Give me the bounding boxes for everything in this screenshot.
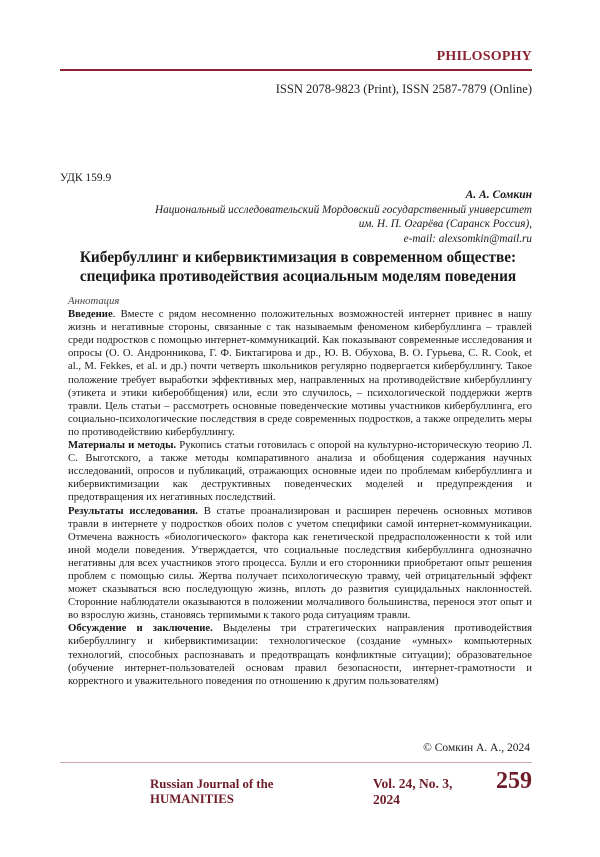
abstract-heading: Введение xyxy=(68,308,113,321)
author-name: А. А. Сомкин xyxy=(465,189,532,201)
abstract-heading: Результаты исследования. xyxy=(68,504,198,517)
abstract-text: В статье проанализирован и расширен перечень основных мотивов травли в интернете у подростков обоих полов с учетом специфики самой интернет-коммуникации. Отмечена важность «биологического» фактора как генетической предрасположенности к той или иной модели поведения. Утверждается, что социальные последствия кибербуллинга однозначно негативны для всех участников этого процесса. Булли и его сторонники приобретают опыт решения проблем с помощью силы. Жертва получает психологическую травму, чей отрицательный эффект может сказываться всю последующую жизнь, вплоть до развития суицидальных наклонностей. Сторонние наблюдатели оказываются в положении молчаливого большинства, перенося этот опыт и во взрослую жизнь, становясь терпимыми к такого рода ситуациям травли. xyxy=(68,504,532,622)
page-number: 259 xyxy=(496,768,532,794)
abstract-text: Рукопись статьи готовилась с опорой на культурно-историческую теорию Л. С. Выготского, а также методы компаративного анализа и обобщения содержания научных исследований, опросов и публикаций, отражающих основные идеи по проблемам кибербуллинга и кибервиктимизации как деструктивных поведенческих моделей и предупреждения и предотвращения их негативных последствий. xyxy=(68,439,533,504)
abstract-label: Аннотация xyxy=(68,295,120,307)
author-email[interactable]: e-mail: alexsomkin@mail.ru xyxy=(403,232,532,245)
abstract-heading: Обсуждение и заключение. xyxy=(68,622,213,635)
issn-line: ISSN 2078-9823 (Print), ISSN 2587-7879 (Online) xyxy=(275,82,532,96)
footer-rule xyxy=(60,762,532,763)
abstract-section-methods xyxy=(68,439,532,504)
header-rule xyxy=(60,69,532,71)
volume-info: Vol. 24, No. 3, 2024 xyxy=(373,776,453,807)
abstract-section-intro xyxy=(68,308,532,439)
copyright-notice: © Сомкин А. А., 2024 xyxy=(423,742,530,754)
affiliation-line-2: им. Н. П. Огарёва (Саранск Россия), xyxy=(358,218,532,230)
section-label: PHILOSOPHY xyxy=(436,49,532,64)
journal-name: Russian Journal of the HUMANITIES xyxy=(150,777,274,806)
abstract-section-results xyxy=(68,505,532,623)
abstract-text: Выделены три стратегических направления противодействия кибербуллингу и кибервиктимизации: технологическое (создание «умных» компьютерных технологий, способных распознавать и предотвращать конфликтные ситуации); образовательное (обучение интернет-пользователей основам правил безопасности, интернет-грамотности и корректного и уважительного поведения по отношению к другим пользователям) xyxy=(68,622,533,687)
abstract-text: Вместе с рядом несомненно положительных возможностей интернет привнес в нашу жизнь и негативные стороны, связанные с так называемым феноменом кибербуллинга – травлей среди подростков с помощью интернет-коммуникаций. Как показывают современные исследования и опросы (О. О. Андронникова, Г. Ф. Биктагирова и др., Ю. В. Обухова, В. О. Гурьева, C. R. Cook, et al., M. Fekkes, et al. и др.) почти четверть школьников регулярно подвергается кибербуллингу. Такое положение требует выработки эффективных мер, направленных на противодействие кибербуллингу (этикета и этики кибероббщения) или, если это случилось, – психологической поддержки жертв травли. Цель статьи – рассмотреть основные поведенческие мотивы участников кибербуллинга, его социально-психологические последствия в среде современных подростков, а также определить меры по противодействию кибербуллингу. xyxy=(68,308,532,438)
abstract-heading: Материалы и методы. xyxy=(68,439,177,452)
affiliation-line-1: Национальный исследовательский Мордовский государственный университет xyxy=(155,203,532,216)
article-title: Кибербуллинг и кибервиктимизация в современном обществе: специфика противодействия асоциальным моделям поведения xyxy=(79,249,517,285)
abstract xyxy=(68,295,532,688)
author-block xyxy=(92,188,532,246)
abstract-section-discussion xyxy=(68,622,532,687)
abstract-heading-punct: . xyxy=(112,308,116,321)
udk-code: УДК 159.9 xyxy=(60,172,112,184)
page-footer xyxy=(150,769,532,808)
